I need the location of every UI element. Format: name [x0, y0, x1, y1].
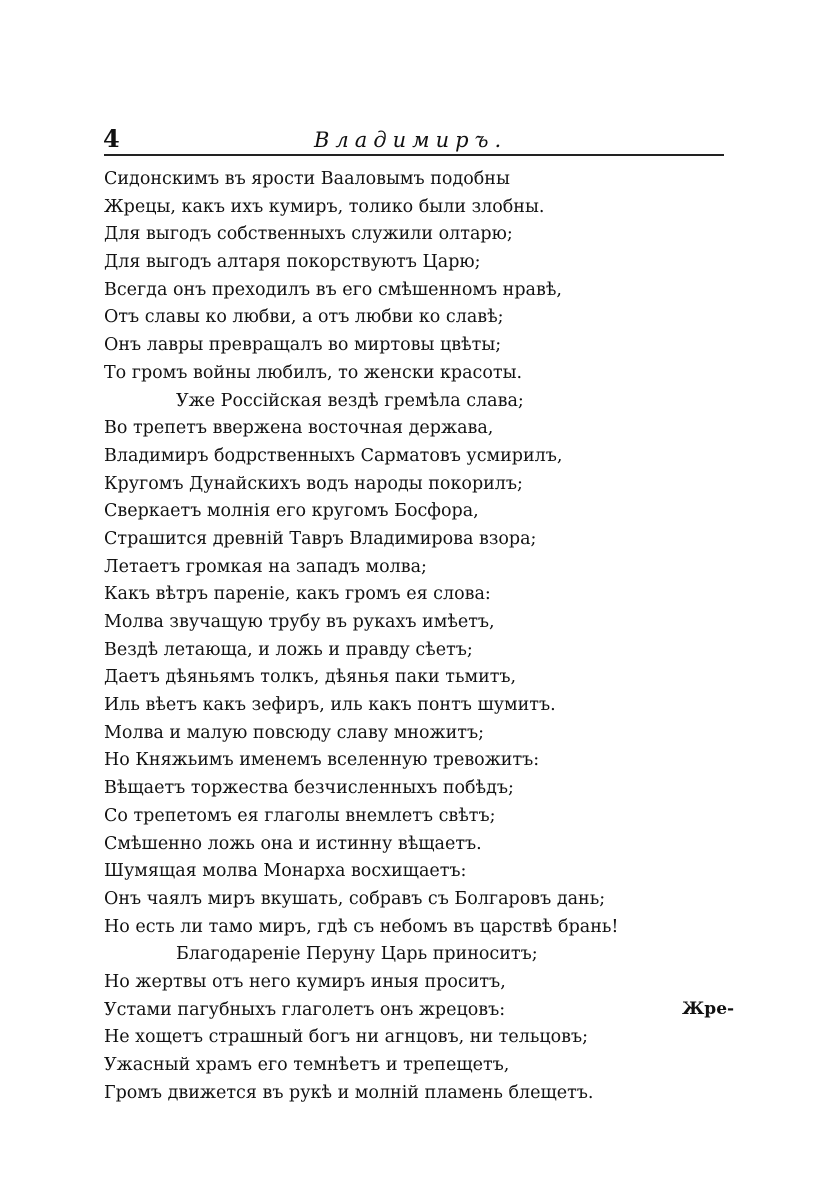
verse-line: Для выгодъ алтаря покорствуютъ Царю; [104, 252, 481, 273]
verse-line: Устами пагубныхъ глаголетъ онъ жрецовъ: [104, 999, 506, 1020]
verse-line: Сидонскимъ въ ярости Вааловымъ подобны [104, 169, 510, 189]
verse-line: Молва и малую повсюду славу множитъ; [104, 722, 484, 743]
page-number: 4 [103, 124, 120, 153]
verse-line: Иль вѣетъ какъ зефиръ, иль какъ понтъ шумитъ. [104, 695, 556, 716]
verse-line: Не хощетъ страшный богъ ни агнцовъ, ни тельцовъ; [104, 1027, 589, 1048]
verse-block [104, 166, 724, 1107]
verse-line: Громъ движется въ рукѣ и молній пламень блещетъ. [104, 1082, 594, 1103]
verse-line: Но жертвы отъ него кумиръ иныя проситъ, [104, 971, 506, 992]
verse-line: Со трепетомъ ея глаголы внемлетъ свѣтъ; [104, 805, 496, 826]
verse-line: Владимиръ бодрственныхъ Сарматовъ усмирилъ, [104, 445, 563, 466]
verse-line: Но есть ли тамо миръ, гдѣ съ небомъ въ царствѣ брань! [104, 916, 619, 937]
header-rule [104, 154, 724, 156]
verse-line: Кругомъ Дунайскихъ водъ народы покорилъ; [104, 473, 523, 494]
verse-line: Отъ славы ко любви, а отъ любви ко славѣ; [104, 307, 504, 328]
verse-line: Молва звучащую трубу въ рукахъ имѣетъ, [104, 612, 495, 632]
running-title: Владимиръ. [314, 128, 508, 152]
verse-line: Жрецы, какъ ихъ кумиръ, толико были злобны. [104, 196, 545, 217]
verse-line: Вѣщаетъ торжества безчисленныхъ побѣдъ; [104, 778, 514, 799]
verse-line: Какъ вѣтръ пареніе, какъ громъ ея слова: [104, 584, 491, 605]
verse-line: Онъ лавры превращалъ во миртовы цвѣты; [104, 335, 502, 356]
verse-line: Во трепетъ ввержена восточная держава, [104, 418, 494, 439]
verse-line: Вездѣ летающа, и ложь и правду сѣетъ; [104, 639, 473, 660]
verse-line: Для выгодъ собственныхъ служили олтарю; [104, 224, 513, 245]
verse-line: Онъ чаялъ миръ вкушать, собравъ съ Болгаровъ дань; [104, 888, 606, 909]
verse-line: Благодареніе Перуну Царь приноситъ; [176, 944, 538, 965]
verse-line: Шумящая молва Монарха восхищаетъ: [104, 861, 467, 882]
catchword: Жре- [682, 999, 735, 1019]
verse-line: Сверкаетъ молнія его кругомъ Босфора, [104, 501, 479, 522]
verse-line: Страшится древній Тавръ Владимирова взора; [104, 528, 537, 549]
verse-line: Летаетъ громкая на западъ молва; [104, 556, 427, 577]
verse-line: Даетъ дѣяньямъ толкъ, дѣянья паки тьмитъ, [104, 667, 517, 688]
verse-line: Но Княжьимъ именемъ вселенную тревожитъ: [104, 750, 540, 771]
verse-line: Смѣшенно ложь она и истинну вѣщаетъ. [104, 833, 482, 854]
verse-line: Всегда онъ преходилъ въ его смѣшенномъ нравѣ, [104, 279, 562, 300]
verse-line: Уже Россійская вездѣ гремѣла слава; [176, 390, 524, 411]
verse-line: Ужасный храмъ его темнѣетъ и трепещетъ, [104, 1055, 510, 1075]
verse-line: То громъ войны любилъ, то женски красоты. [104, 362, 523, 383]
